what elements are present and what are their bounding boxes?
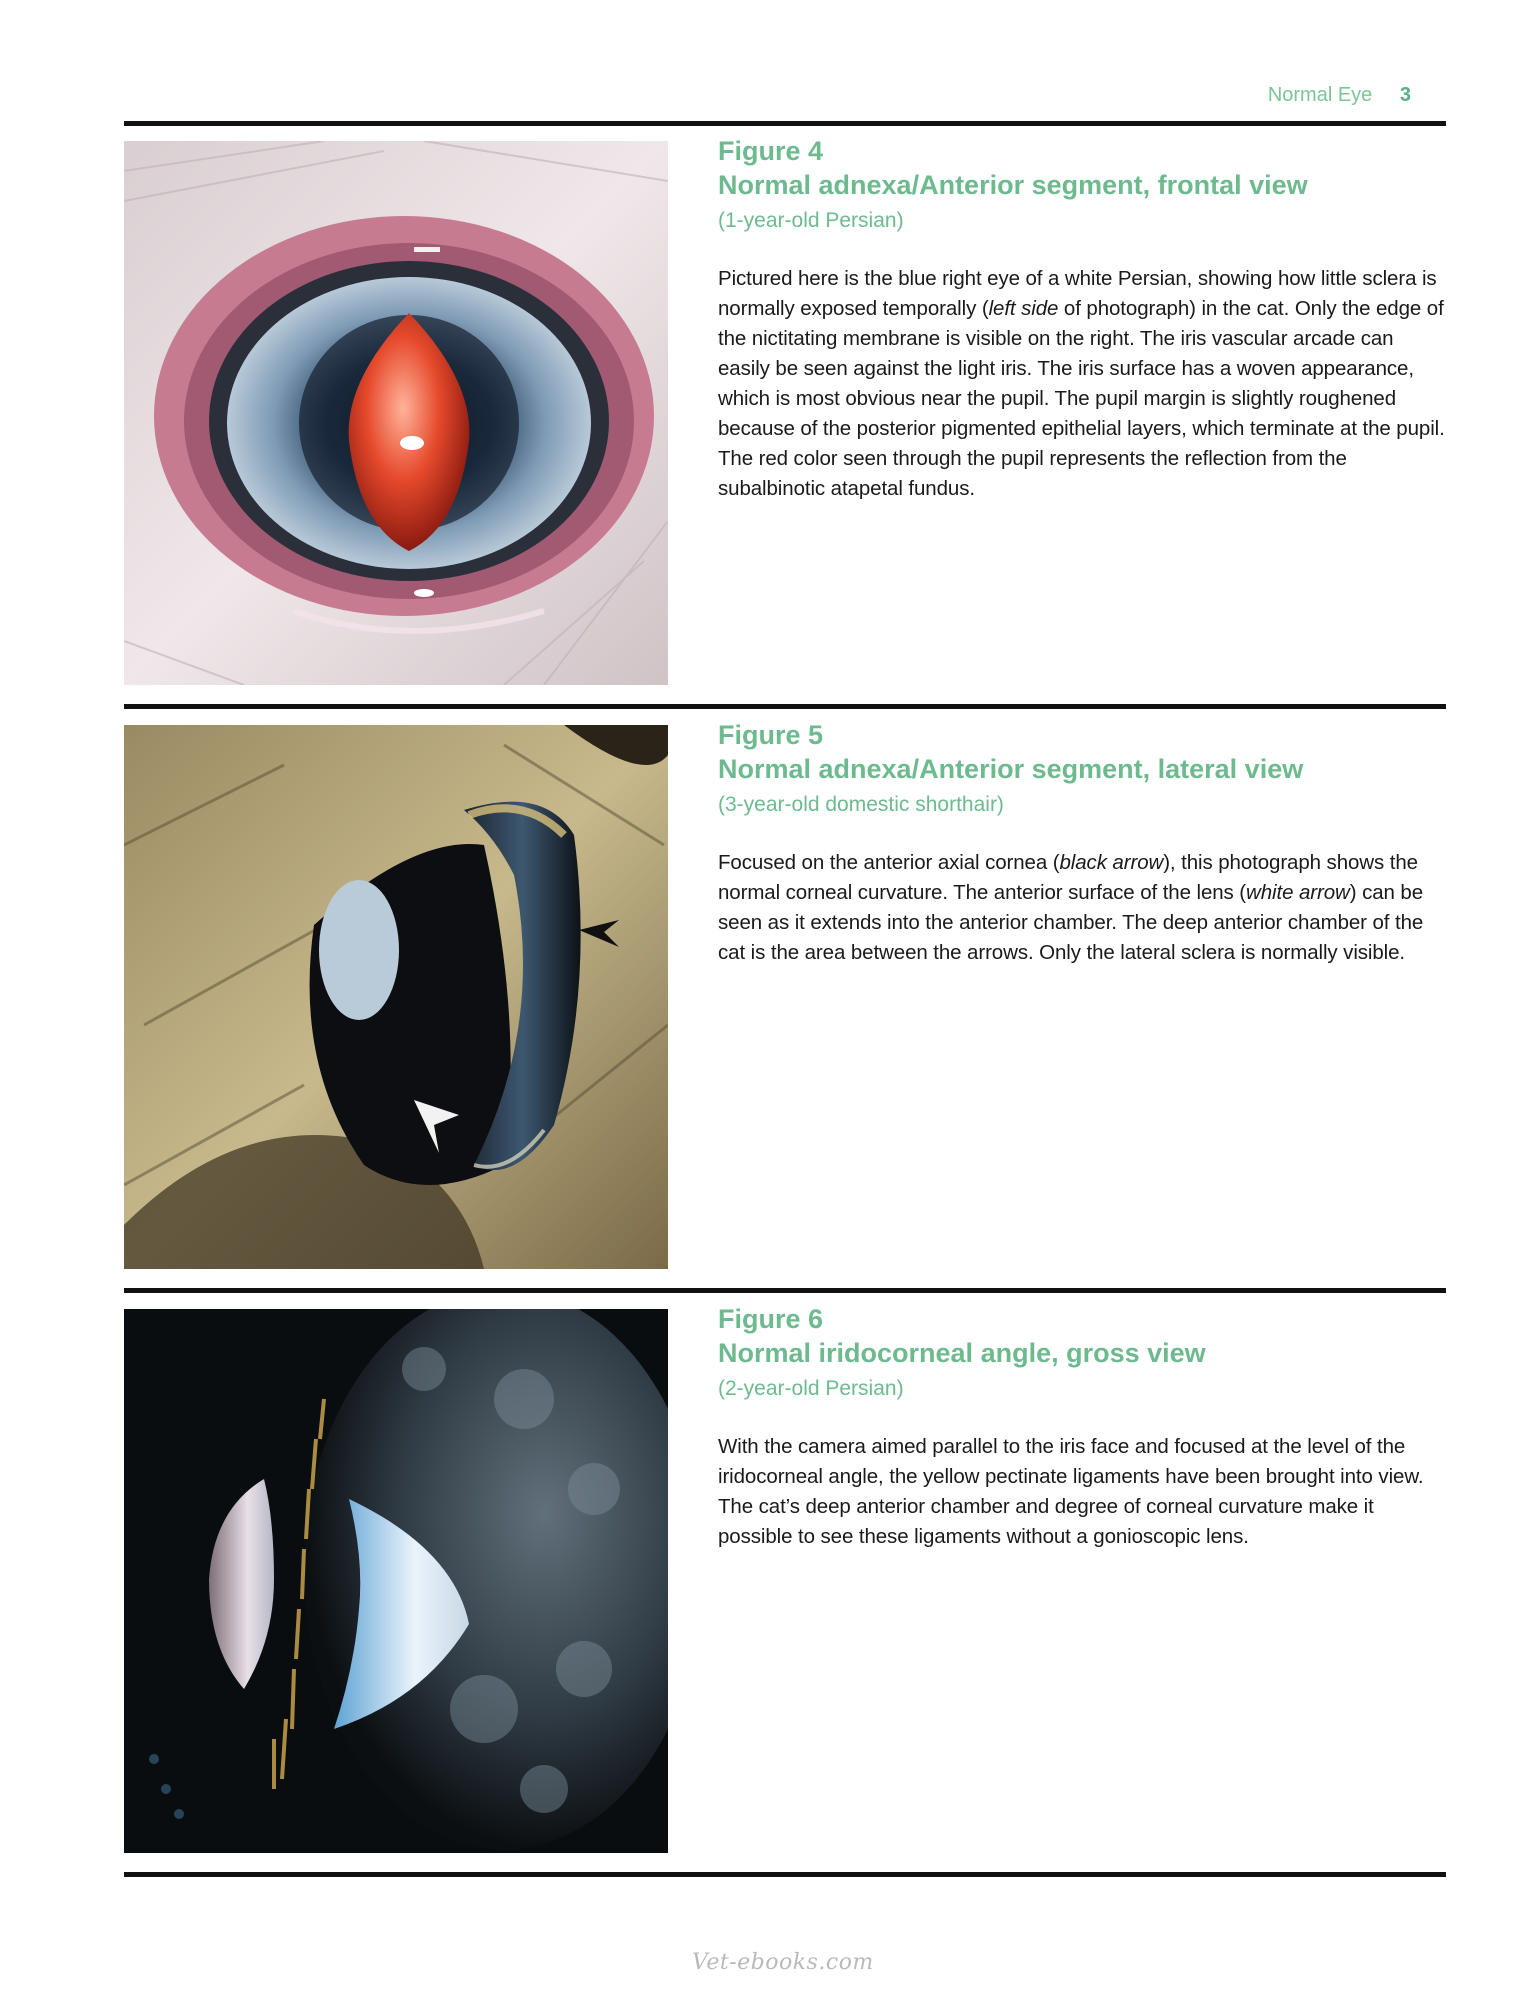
figure-6-photo: [124, 1309, 668, 1853]
top-rule: [124, 121, 1446, 126]
watermark-logo: Vet-ebooks.com: [692, 1950, 874, 1975]
running-head-section: Normal Eye: [1267, 84, 1373, 106]
running-head: [1268, 84, 1411, 107]
body-segment: ), this photograph shows the normal corneal curvature. The anterior surface of the lens (: [718, 851, 1418, 904]
figure-5-caption: [718, 718, 1446, 968]
section-rule-1: [124, 704, 1446, 709]
body-segment: black arrow: [1059, 851, 1164, 874]
figure-6-caption: [718, 1302, 1446, 1552]
body-segment: Focused on the anterior axial cornea (: [718, 851, 1060, 874]
figure-4-caption: [718, 134, 1446, 504]
body-segment: ) can be seen as it extends into the anterior chamber. The deep anterior chamber of the cat is the area between the arrows. Only the lateral sclera is normally visible.: [718, 881, 1424, 964]
figure-4-photo: [124, 141, 668, 685]
body-segment: white arrow: [1246, 881, 1350, 904]
bottom-rule: [124, 1872, 1446, 1877]
body-segment: left side: [988, 297, 1059, 320]
figure-4-subject: (1-year-old Persian): [718, 209, 904, 232]
body-segment: Pictured here is the blue right eye of a white Persian, showing how little sclera is normally exposed temporally (: [718, 267, 1437, 320]
figure-4-title: Normal adnexa/Anterior segment, frontal view: [718, 170, 1308, 200]
page-number: 3: [1399, 84, 1411, 106]
iridocorneal-angle-photo: [124, 1309, 668, 1853]
section-rule-2: [124, 1288, 1446, 1293]
figure-6-label: Figure 6: [718, 1304, 824, 1334]
figure-6-subject: (2-year-old Persian): [718, 1377, 904, 1400]
figure-6-title: Normal iridocorneal angle, gross view: [718, 1338, 1206, 1368]
figure-5-body: [718, 848, 1446, 968]
figure-5-subject: (3-year-old domestic shorthair): [718, 793, 1004, 816]
figure-5-title: Normal adnexa/Anterior segment, lateral view: [718, 754, 1304, 784]
figure-5-label: Figure 5: [718, 720, 824, 750]
figure-4-label: Figure 4: [718, 136, 824, 166]
eye-lateral-photo: [124, 725, 668, 1269]
figure-6-body: [718, 1432, 1446, 1552]
figure-5-photo: [124, 725, 668, 1269]
eye-frontal-photo: [124, 141, 668, 685]
body-segment: of photograph) in the cat. Only the edge of the nictitating membrane is visible on the right. The iris vascular arcade can easily be seen against the light iris. The iris surface has a woven appearance, which is most obvious near the pupil. The pupil margin is slightly roughened because of the posterior pigmented epithelial layers, which terminate at the pupil. The red color seen through the pupil represents the reflection from the subalbinotic atapetal fundus.: [718, 297, 1445, 500]
figure-4-body: [718, 264, 1446, 504]
body-segment: With the camera aimed parallel to the iris face and focused at the level of the iridocorneal angle, the yellow pectinate ligaments have been brought into view. The cat’s deep anterior chamber and degree of corneal curvature make it possible to see these ligaments without a gonioscopic lens.: [718, 1435, 1424, 1548]
